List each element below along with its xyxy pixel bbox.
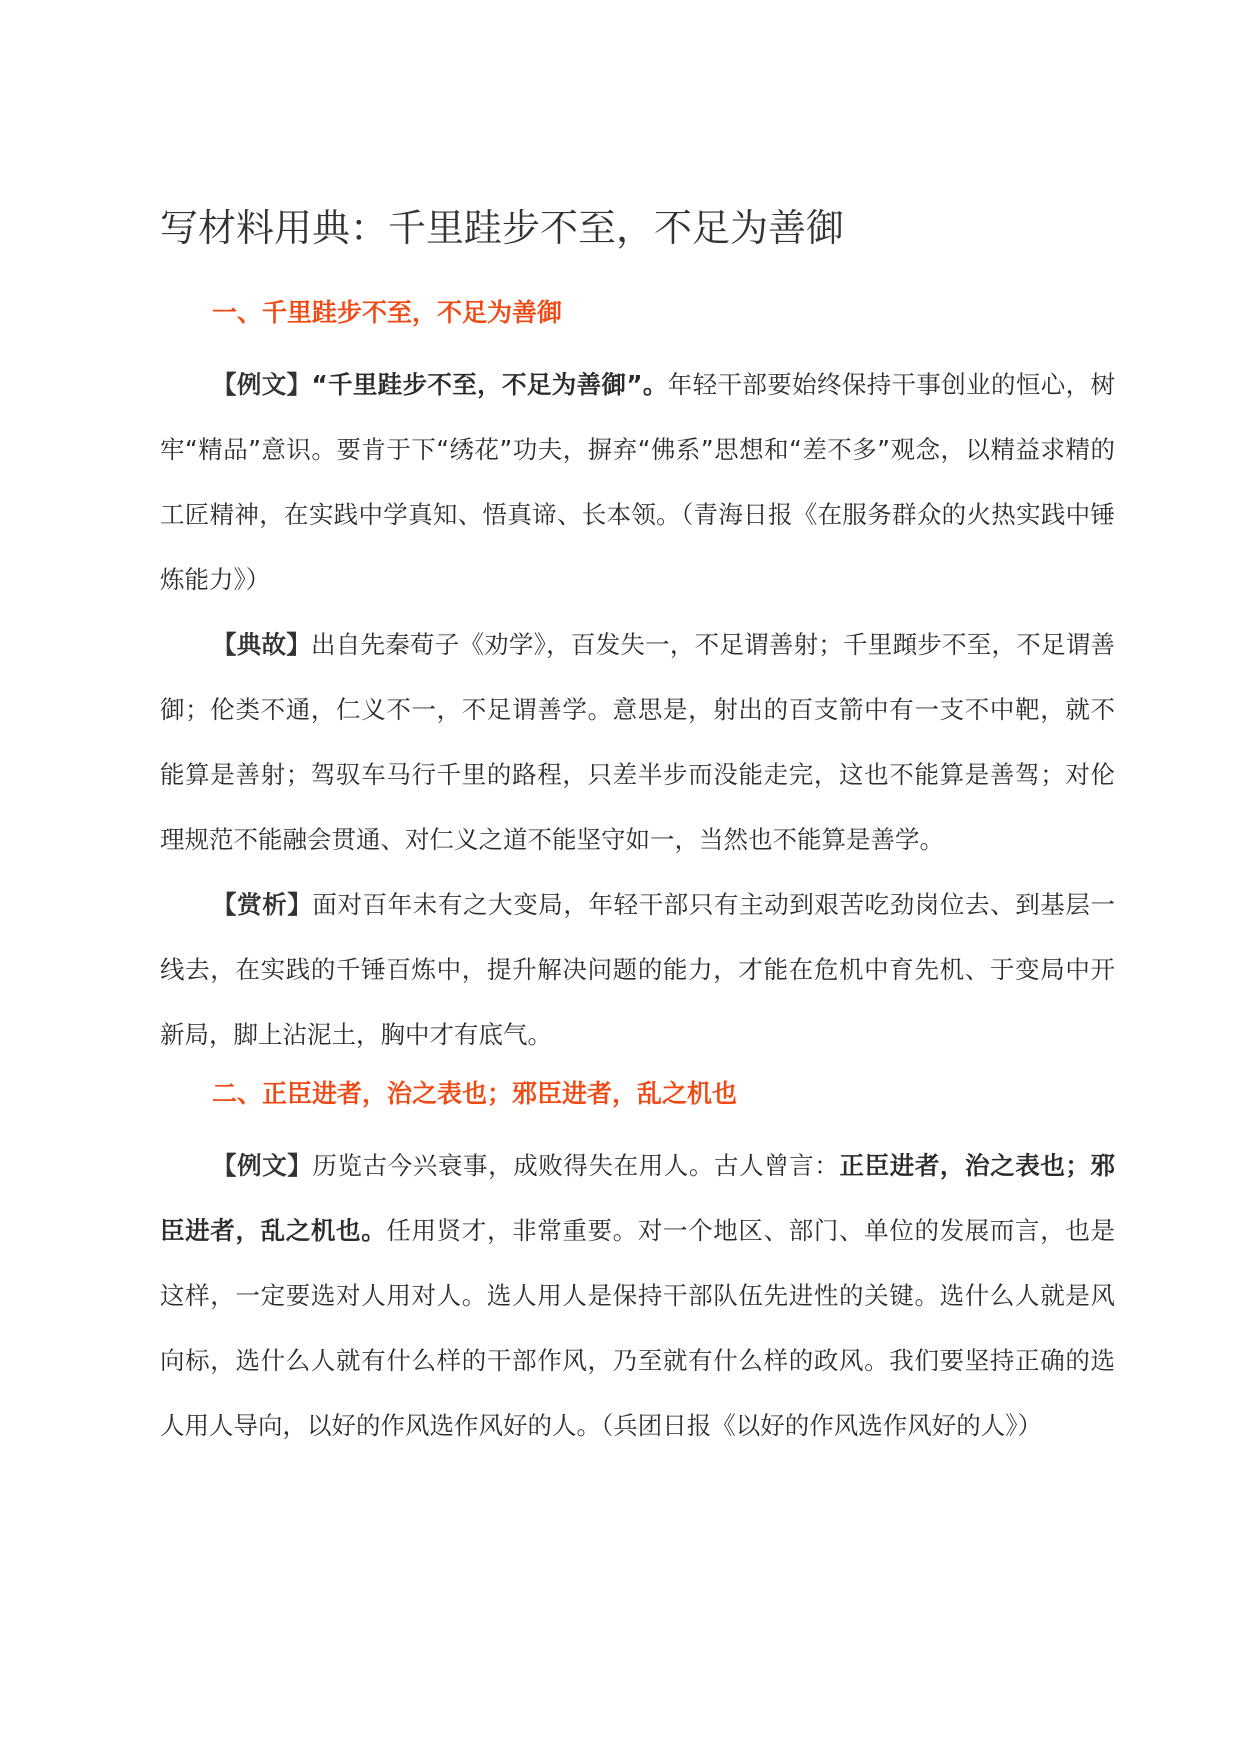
allusion-paragraph <box>160 612 1115 872</box>
example-tag: 【例文】 <box>212 370 312 399</box>
example-paragraph-2 <box>160 1133 1115 1458</box>
example-quote: 正臣进者，治之表也；邪臣进者，乱之机也。 <box>160 1151 1116 1245</box>
document-title: 写材料用典：千里跬步不至，不足为善御 <box>160 206 845 250</box>
example-tag: 【例文】 <box>212 1151 313 1180</box>
allusion-text: 出自先秦荀子《劝学》，百发失一，不足谓善射；千里蹞步不至，不足谓善御；伦类不通，仁义不一，不足谓善学。意思是，射出的百支箭中有一支不中靶，就不能算是善射；驾驭车马行千里的路程，只差半步而没能走完，这也不能算是善驾；对伦理规范不能融会贯通、对仁义之道不能坚守如一，当然也不能算是善学。 <box>160 630 1116 854</box>
example-quote: “千里跬步不至，不足为善御”。 <box>311 370 668 399</box>
example-text-before: 历览古今兴衰事，成败得失在用人。古人曾言： <box>312 1151 840 1180</box>
analysis-paragraph <box>160 872 1115 1067</box>
example-text: 年轻干部要始终保持干事创业的恒心，树牢“精品”意识。要肯于下“绣花”功夫，摒弃“佛系”思想和“差不多”观念，以精益求精的工匠精神，在实践中学真知、悟真谛、长本领。（青海日报《在服务群众的火热实践中锤炼能力》） <box>160 370 1116 594</box>
section-2 <box>160 1067 1115 1458</box>
allusion-tag: 【典故】 <box>212 630 311 659</box>
analysis-tag: 【赏析】 <box>212 890 313 919</box>
section-1 <box>160 286 1115 1067</box>
example-text-after: 任用贤才，非常重要。对一个地区、部门、单位的发展而言，也是这样，一定要选对人用对人。选人用人是保持干部队伍先进性的关键。选什么人就是风向标，选什么人就有什么样的干部作风，乃至就有什么样的政风。我们要坚持正确的选人用人导向，以好的作风选作风好的人。（兵团日报《以好的作风选作风好的人》） <box>160 1216 1116 1440</box>
section-heading-2: 二、正臣进者，治之表也；邪臣进者，乱之机也 <box>212 1079 738 1108</box>
section-heading-1: 一、千里跬步不至，不足为善御 <box>212 298 563 327</box>
example-paragraph-1 <box>160 352 1115 612</box>
analysis-text: 面对百年未有之大变局，年轻干部只有主动到艰苦吃劲岗位去、到基层一线去，在实践的千锤百炼中，提升解决问题的能力，才能在危机中育先机、于变局中开新局，脚上沾泥土，胸中才有底气。 <box>160 890 1116 1049</box>
document-page <box>160 196 1115 1458</box>
